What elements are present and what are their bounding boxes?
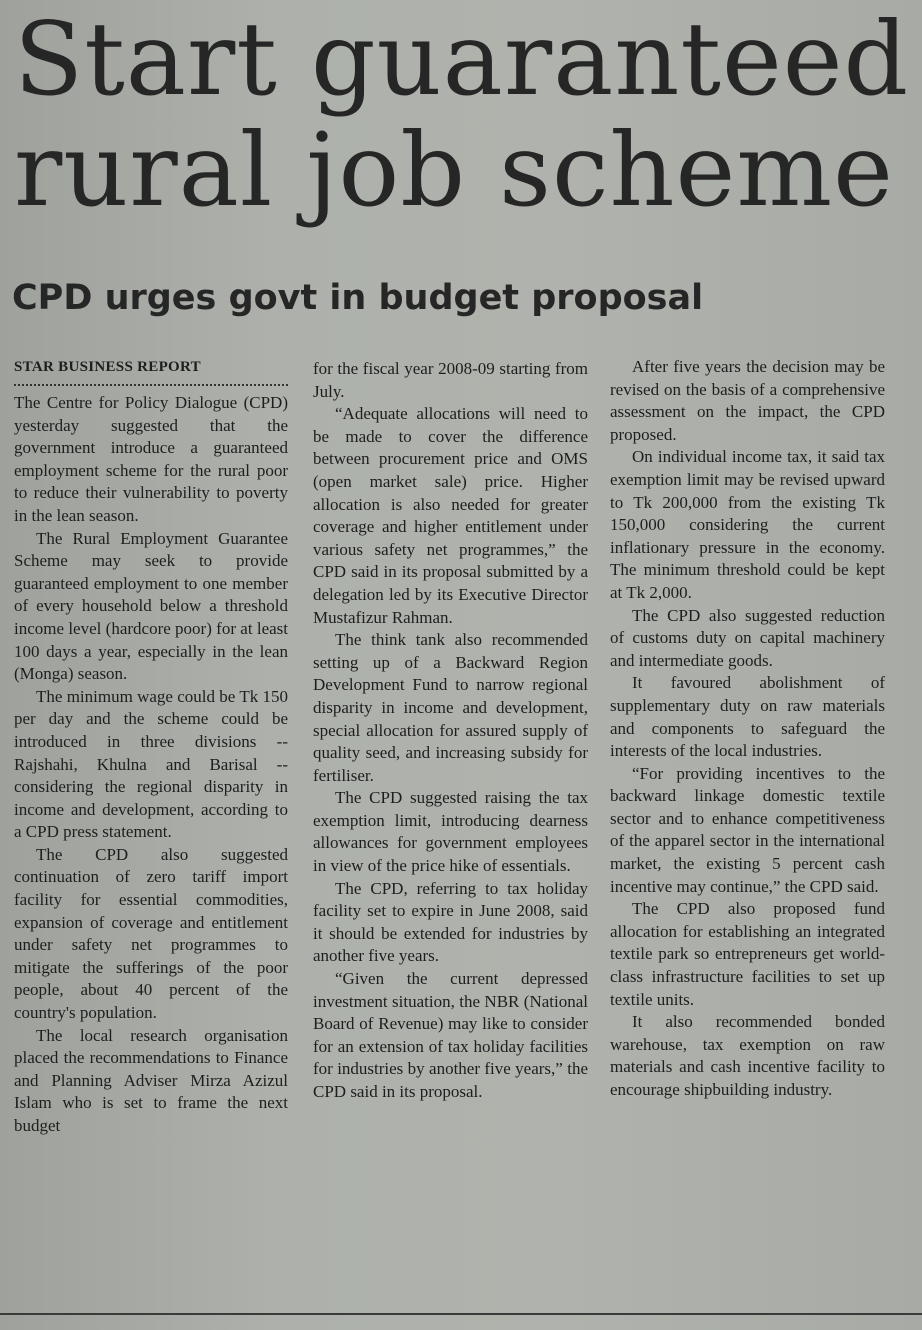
paragraph: “Given the current depressed investment situation, the NBR (National Board of Revenue) may like to consider for an extension of tax holiday facilities for industries by another five years,” the CPD said in its proposal. xyxy=(313,969,588,1101)
paragraph: After five years the decision may be revised on the basis of a comprehensive assessment on the impact, the CPD proposed. xyxy=(610,357,885,444)
paragraph: The CPD also suggested reduction of customs duty on capital machinery and intermediate goods. xyxy=(610,605,885,670)
paragraph: The Rural Employment Guarantee Scheme may seek to provide guaranteed employment to one member of every household below a threshold income level (hardcore poor) for at least 100 days a year, especially in the lean (Monga) season. xyxy=(14,528,288,684)
paragraph: “Adequate allocations will need to be made to cover the difference between procurement price and OMS (open market sale) price. Higher allocation is also needed for greater coverage and higher entitlement under various safety net programmes,” the CPD said in its proposal submitted by a delegation led by its Executive Director Mustafizur Rahman. xyxy=(313,404,588,627)
paragraph: It favoured abolishment of supplementary duty on raw materials and components to safeguard the interests of the local industries. xyxy=(610,673,885,761)
paragraph: The CPD also proposed fund allocation for establishing an integrated textile park so entrepreneurs get world-class infrastructure facilities to set up textile units. xyxy=(610,899,885,1009)
byline: STAR BUSINESS REPORT xyxy=(14,356,288,386)
paragraph: The Centre for Policy Dialogue (CPD) yesterday suggested that the government introduce a guaranteed employment scheme for the rural poor to reduce their vulnerability to poverty in the lean season. xyxy=(14,393,288,525)
paragraph: for the fiscal year 2008-09 starting from July. xyxy=(313,359,588,401)
paragraph: The think tank also recommended setting up of a Backward Region Development Fund to narrow regional disparity in income and development, special allocation for assured supply of quality seed, and increasing subsidy for fertiliser. xyxy=(313,630,588,785)
paragraph: “For providing incentives to the backward linkage domestic textile sector and to enhance competitiveness of the apparel sector in the international market, the existing 5 percent cash incentive may continue,” the CPD said. xyxy=(610,763,885,896)
paragraph: On individual income tax, it said tax exemption limit may be revised upward to Tk 200,000 from the existing Tk 150,000 considering the current inflationary pressure in the economy. The minimum threshold could be kept at Tk 2,000. xyxy=(610,447,885,602)
paragraph: The CPD, referring to tax holiday facility set to expire in June 2008, said it should be extended for industries by another five years. xyxy=(313,878,588,966)
paragraph: It also recommended bonded warehouse, tax exemption on raw materials and cash incentive facility to encourage shipbuilding industry. xyxy=(610,1012,885,1099)
paragraph: The minimum wage could be Tk 150 per day and the scheme could be introduced in three divisions -- Rajshahi, Khulna and Barisal -- considering the regional disparity in income and development, according to a CPD press statement. xyxy=(14,686,288,842)
headline xyxy=(14,0,910,229)
bottom-rule xyxy=(0,1313,922,1315)
article-column-2 xyxy=(313,358,588,1104)
paragraph: The CPD also suggested continuation of zero tariff import facility for essential commodities, expansion of coverage and entitlement under safety net programmes to mitigate the sufferings of the poor people, about 40 percent of the country's population. xyxy=(14,844,288,1023)
headline-line-1: Start guaranteed xyxy=(14,0,910,118)
paragraph: The CPD suggested raising the tax exemption limit, introducing dearness allowances for government employees in view of the price hike of essentials. xyxy=(313,788,588,876)
article-column-1 xyxy=(14,356,288,1138)
paragraph: The local research organisation placed the recommendations to Finance and Planning Adviser Mirza Azizul Islam who is set to frame the next budget xyxy=(14,1025,288,1135)
subheadline: CPD urges govt in budget proposal xyxy=(12,278,704,318)
headline-line-2: rural job scheme xyxy=(14,111,894,229)
article-column-3 xyxy=(610,356,885,1102)
